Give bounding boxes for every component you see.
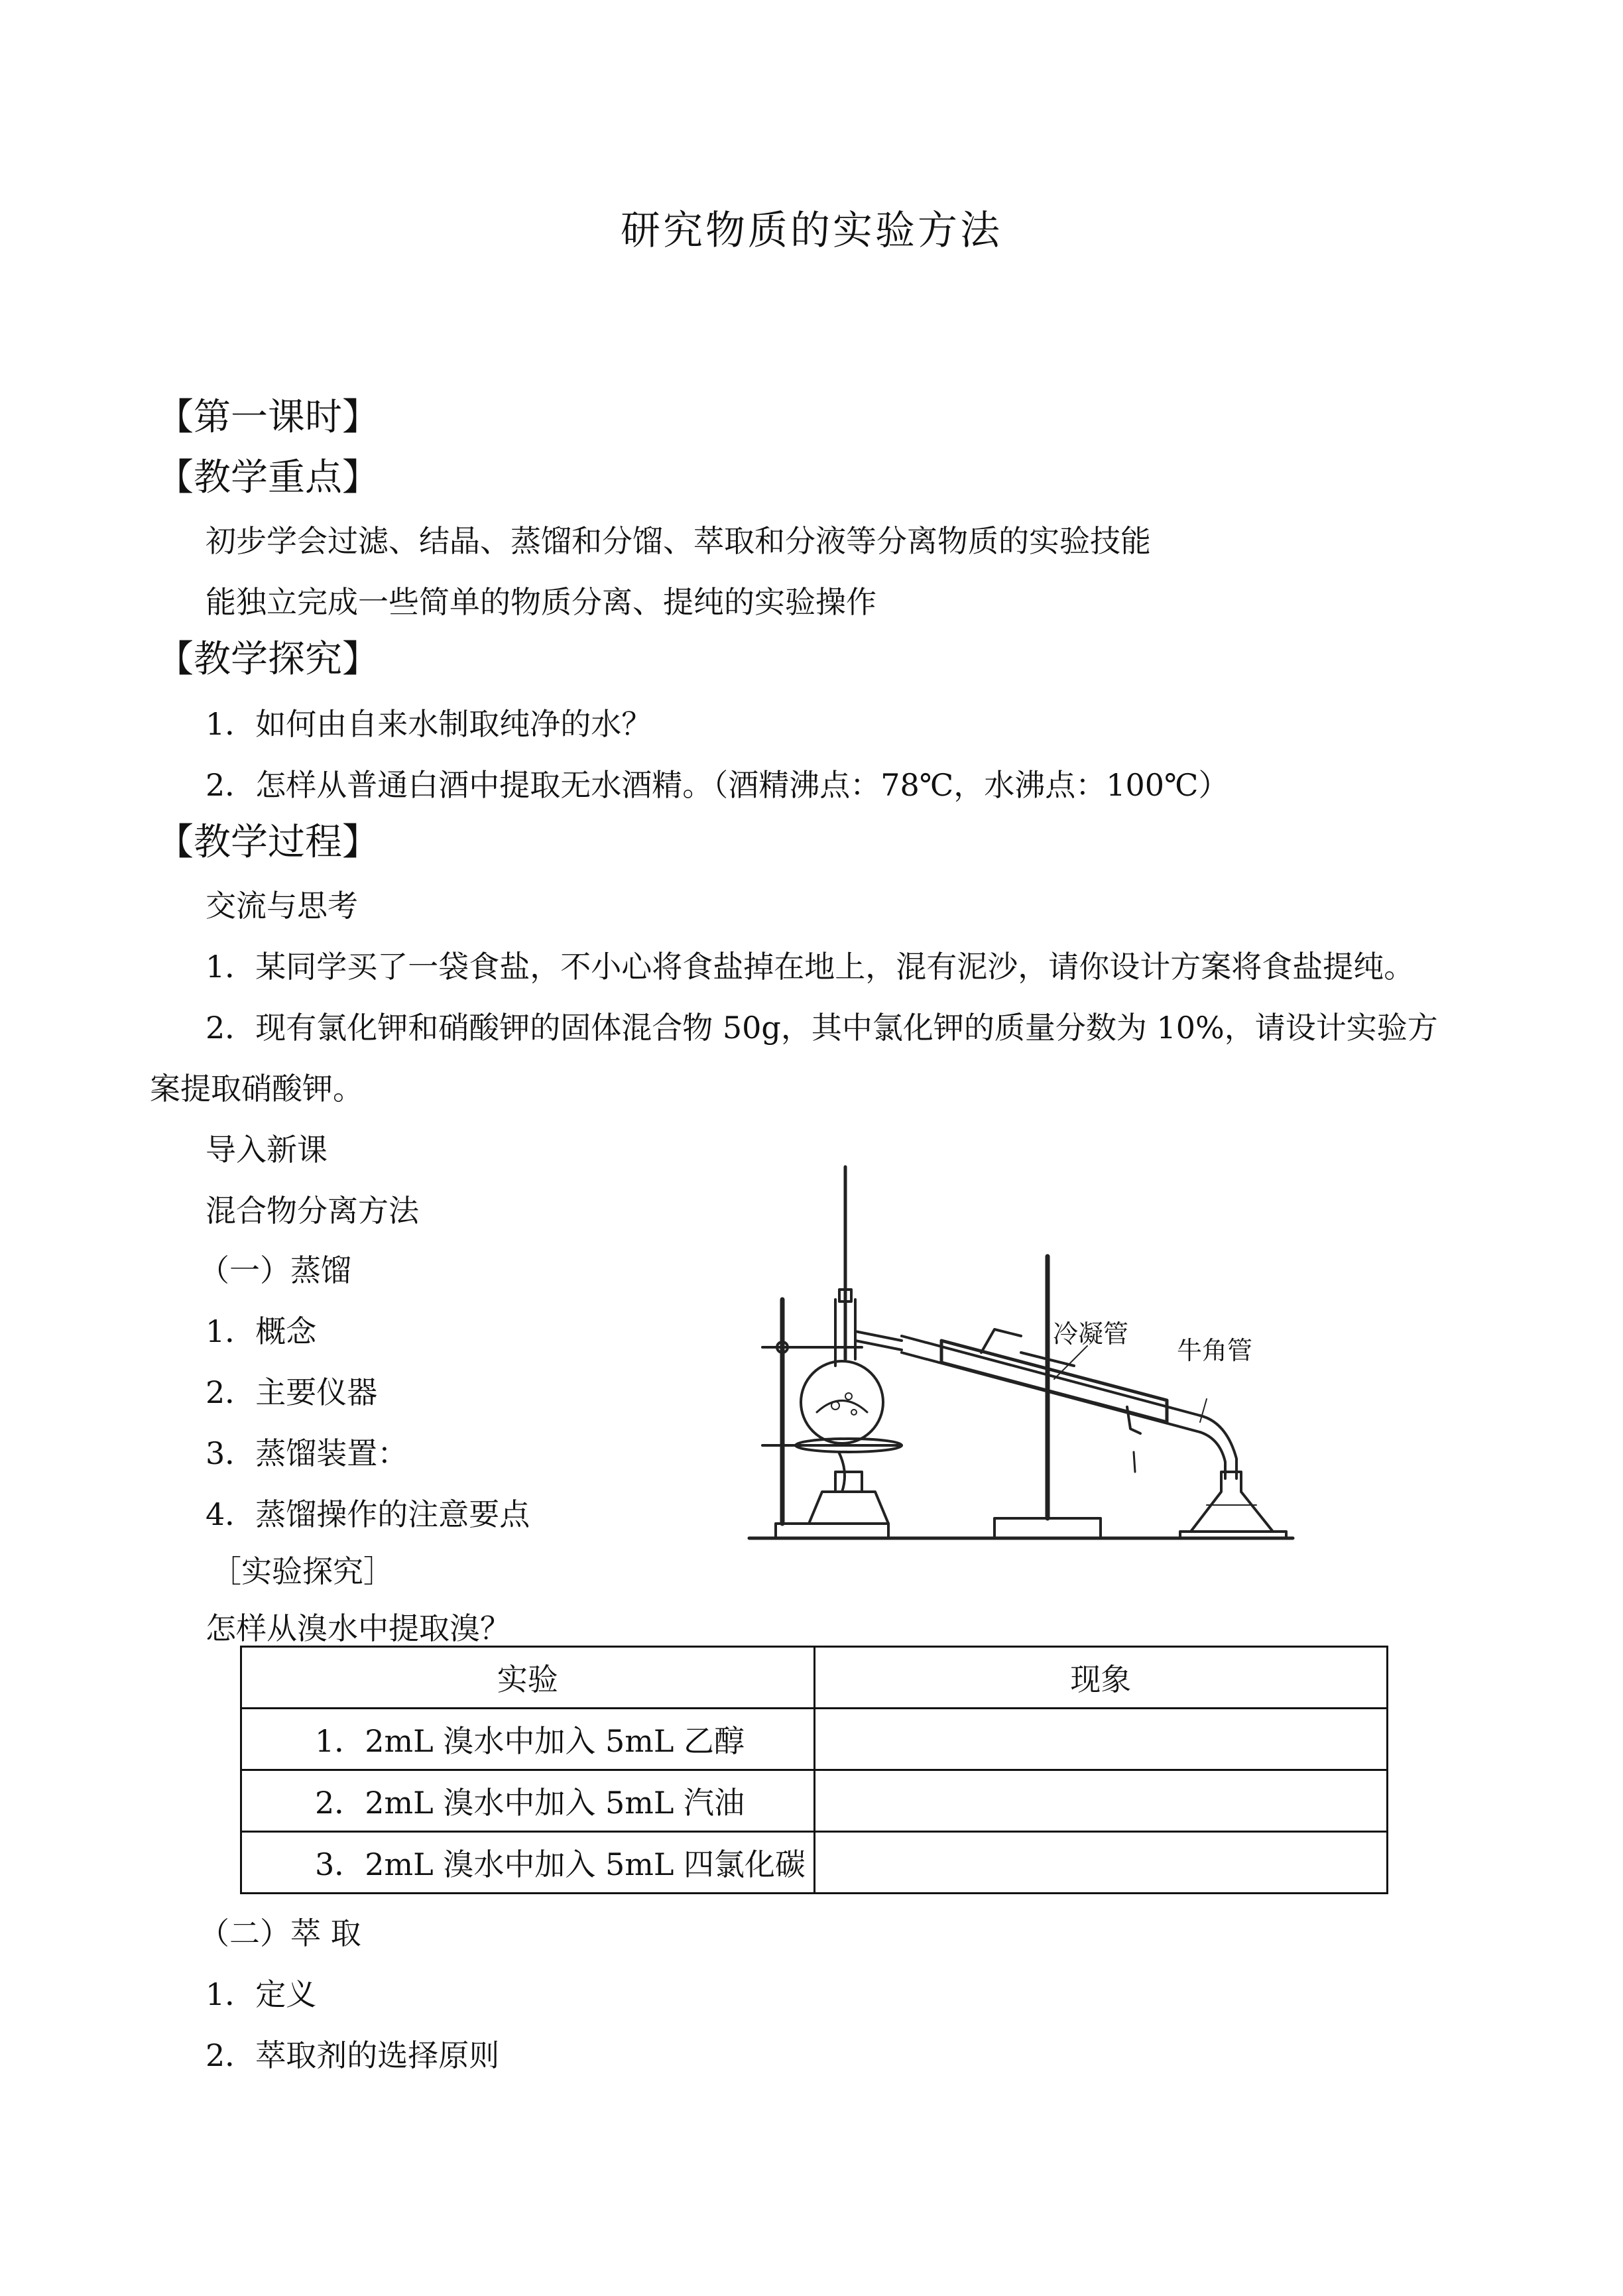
adapter-label: 牛角管 (1177, 1336, 1253, 1365)
inquiry-item-2: 2．怎样从普通白酒中提取无水酒精。（酒精沸点：78℃，水沸点：100℃） (206, 767, 1229, 803)
heading-process: 【教学过程】 (156, 821, 379, 864)
distill-item-4: 4．蒸馏操作的注意要点 (206, 1496, 530, 1532)
distill-title: （一）蒸馏 (199, 1252, 351, 1288)
explore-label: ［实验探究］ (211, 1553, 394, 1589)
heading-inquiry: 【教学探究】 (156, 638, 379, 681)
extraction-title: （二）萃 取 (199, 1915, 361, 1951)
methods-label: 混合物分离方法 (206, 1193, 419, 1229)
heading-focus: 【教学重点】 (156, 456, 379, 499)
table-row (241, 1832, 1388, 1894)
table-row (241, 1709, 1388, 1770)
intro-label: 导入新课 (206, 1132, 328, 1168)
distill-item-3: 3．蒸馏装置： (206, 1435, 408, 1471)
heading-lesson: 【第一课时】 (156, 396, 379, 439)
extraction-item-1: 1．定义 (206, 1976, 317, 2012)
distillation-apparatus-figure (743, 1160, 1299, 1551)
distill-item-1: 1．概念 (206, 1313, 317, 1349)
extract-question: 怎样从溴水中提取溴？ (206, 1610, 511, 1646)
inquiry-item-1: 1．如何由自来水制取纯净的水？ (206, 706, 652, 742)
header-phenomenon: 现象 (814, 1647, 1388, 1709)
table-cell-phenomenon (814, 1832, 1388, 1894)
table-cell-experiment: 2．2mL 溴水中加入 5mL 汽油 (241, 1770, 815, 1832)
discuss-label: 交流与思考 (206, 888, 358, 924)
page-title: 研究物质的实验方法 (621, 208, 1002, 254)
table-cell-phenomenon (814, 1709, 1388, 1770)
experiment-table (240, 1646, 1388, 1894)
table-row (241, 1770, 1388, 1832)
focus-item-1: 初步学会过滤、结晶、蒸馏和分馏、萃取和分液等分离物质的实验技能 (206, 523, 1151, 559)
table-cell-phenomenon (814, 1770, 1388, 1832)
table-header-row (241, 1647, 1388, 1709)
distill-item-2: 2．主要仪器 (206, 1374, 378, 1410)
table-cell-experiment: 3．2mL 溴水中加入 5mL 四氯化碳 (241, 1832, 815, 1894)
question-2-line-2: 案提取硝酸钾。 (150, 1071, 363, 1107)
focus-item-2: 能独立完成一些简单的物质分离、提纯的实验操作 (206, 584, 876, 620)
extraction-item-2: 2．萃取剂的选择原则 (206, 2037, 500, 2073)
table-cell-experiment: 1．2mL 溴水中加入 5mL 乙醇 (241, 1709, 815, 1770)
header-experiment: 实验 (241, 1647, 815, 1709)
condenser-label: 冷凝管 (1053, 1319, 1129, 1349)
question-1: 1．某同学买了一袋食盐，不小心将食盐掉在地上，混有泥沙，请你设计方案将食盐提纯。 (206, 949, 1415, 985)
question-2-line-1: 2．现有氯化钾和硝酸钾的固体混合物 50g，其中氯化钾的质量分数为 10%，请设计实验方 (206, 1010, 1438, 1046)
